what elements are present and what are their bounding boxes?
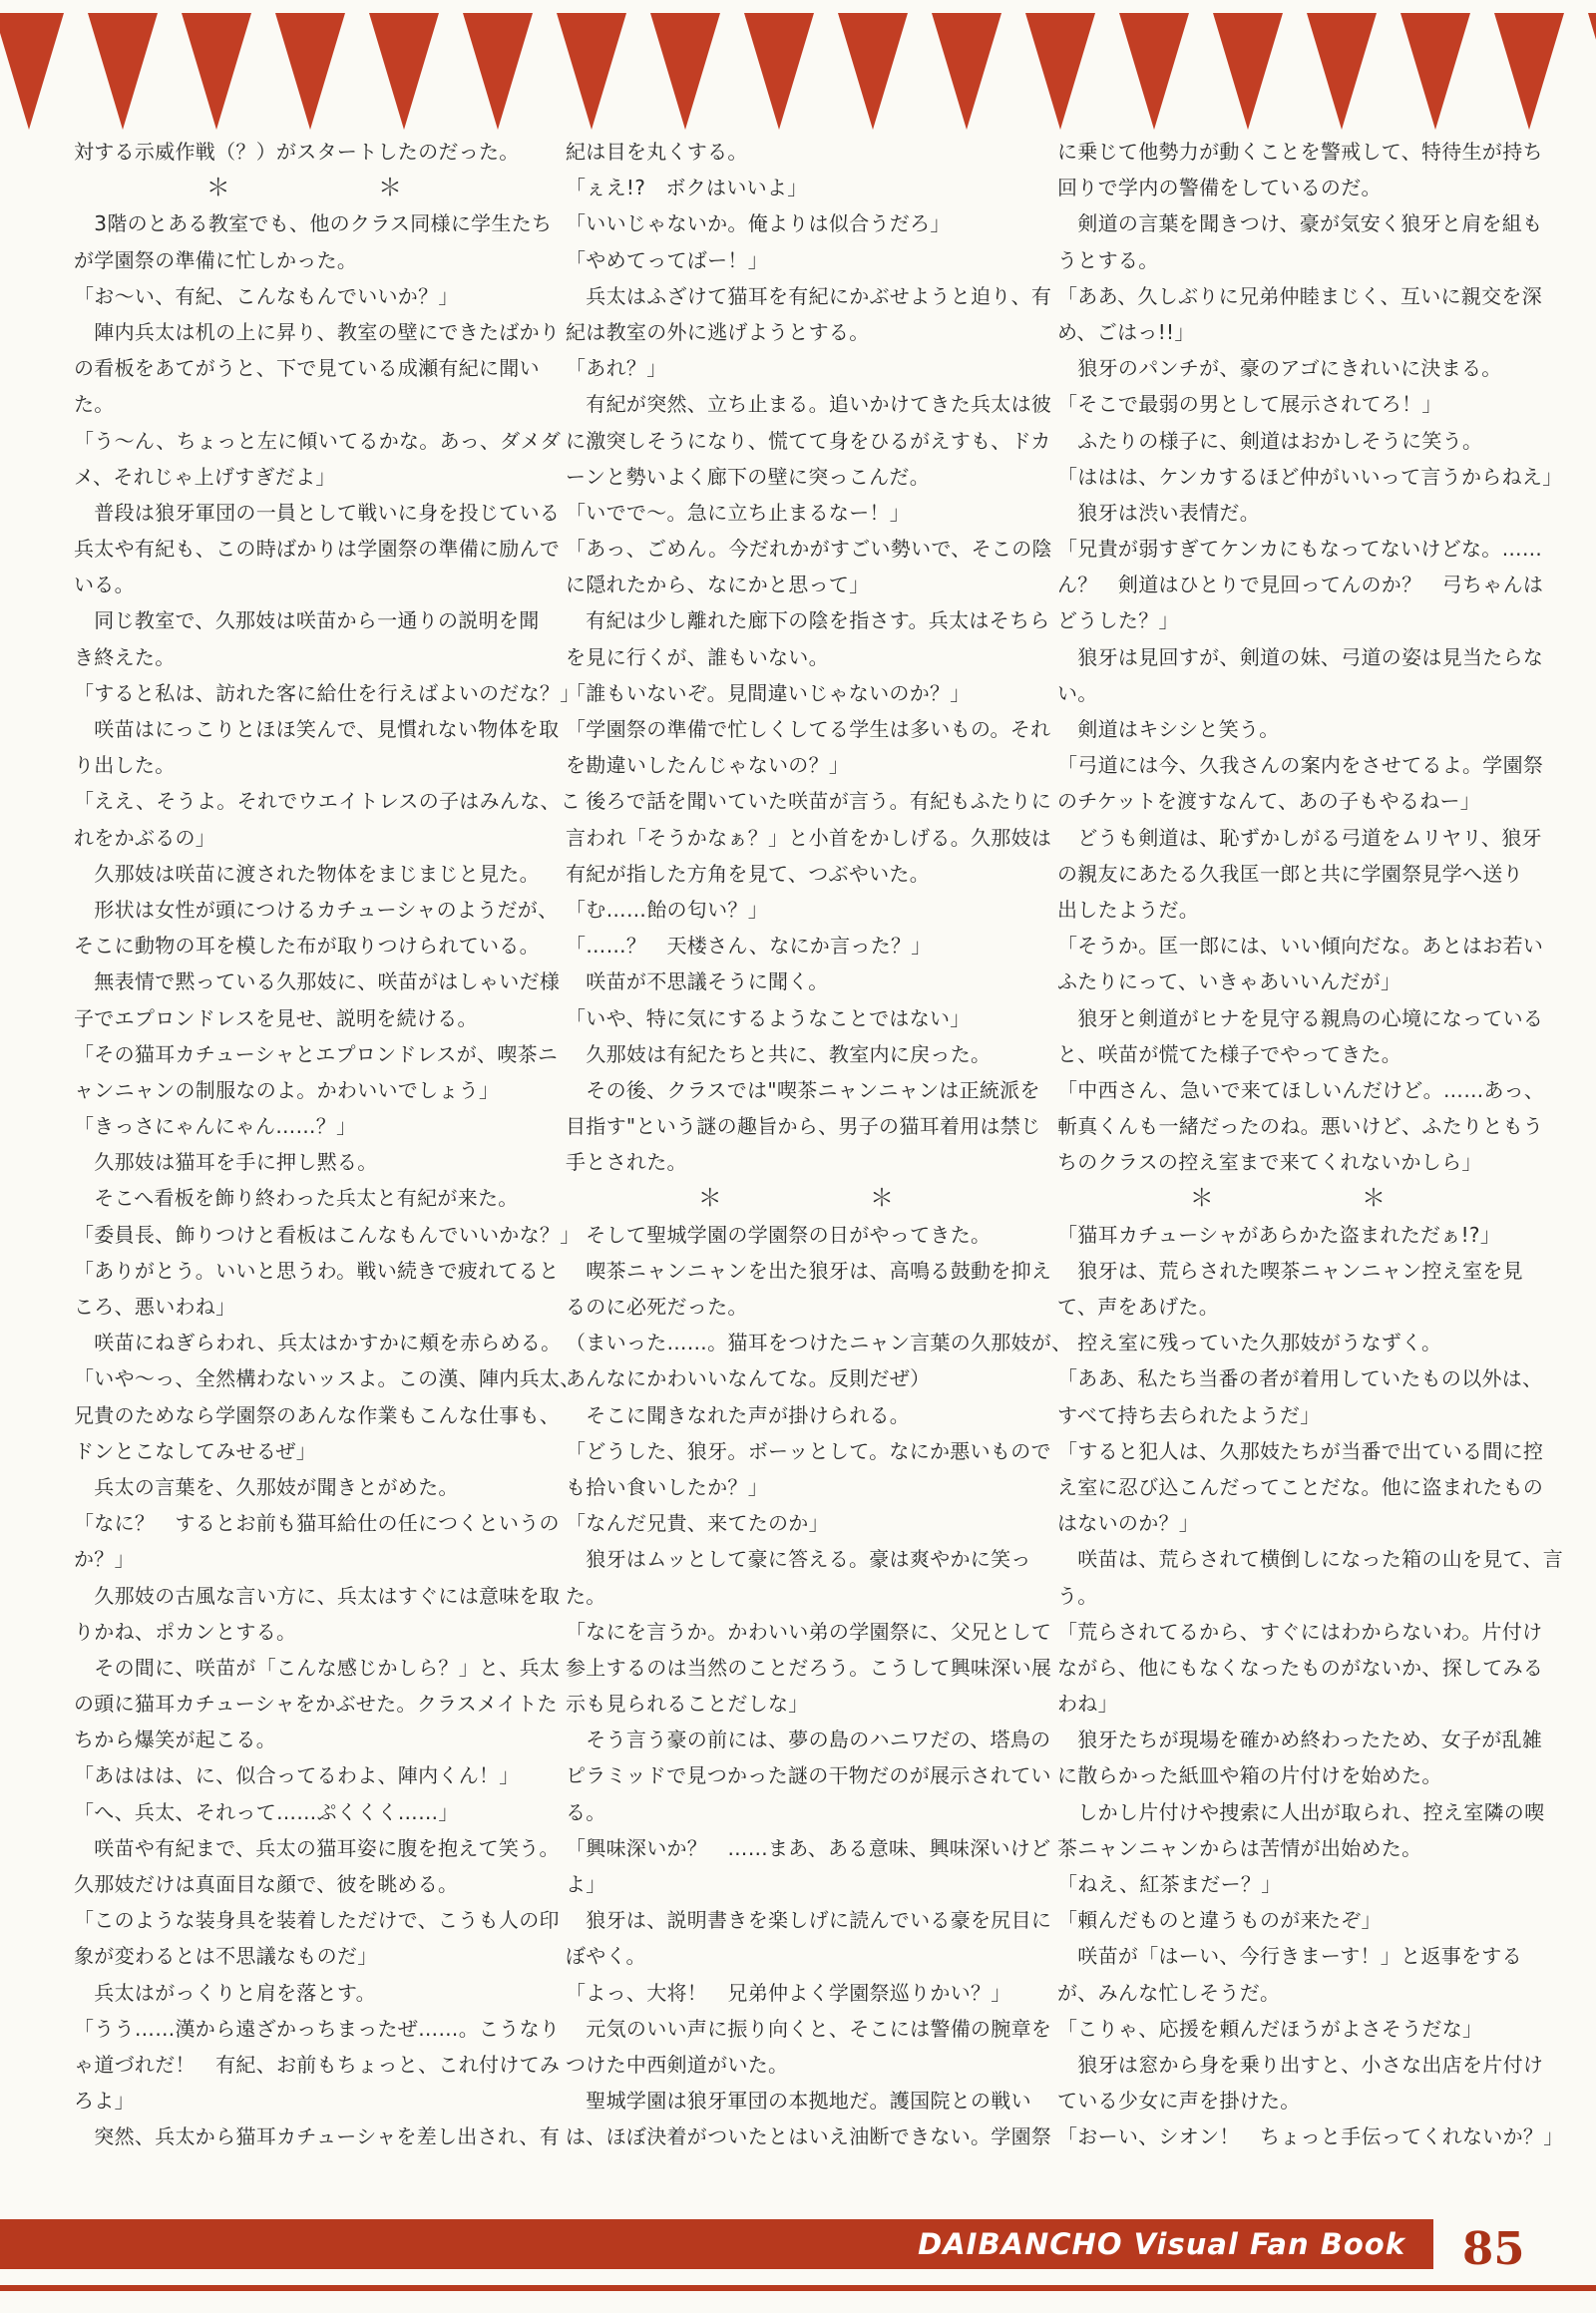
pennant-triangle-icon [650, 13, 720, 130]
text-line: が、みんな忙しそうだ。 [1057, 1980, 1281, 2005]
text-line: う。 [1057, 1583, 1098, 1608]
separator-asterisk: ＊ [870, 1184, 895, 1213]
text-line: 「いいじゃないか。俺よりは似合うだろ」 [566, 211, 951, 236]
text-line: 「このような装身具を装着しただけで、こうも人の印 [74, 1908, 560, 1933]
text-line: 「ええ、そうよ。それでウエイトレスの子はみんな、こ [74, 789, 582, 814]
text-line: と、咲苗が慌てた様子でやってきた。 [1057, 1041, 1402, 1066]
text-line: ドンとこなしてみせるぜ」 [74, 1438, 316, 1463]
text-line: 目指す"という謎の趣旨から、男子の猫耳着用は禁じ [566, 1114, 1041, 1139]
text-line: あんなにかわいいなんてな。反則だぜ） [566, 1366, 931, 1391]
text-line: め、ごはっ!!」 [1057, 319, 1195, 344]
text-line: 久那妓は猫耳を手に押し黙る。 [74, 1150, 378, 1175]
text-line: り出した。 [74, 753, 176, 778]
pennant-triangle-icon [1025, 13, 1095, 130]
pennant-triangle-icon [463, 13, 533, 130]
text-line: 狼牙と剣道がヒナを見守る親鳥の心境になっている [1057, 1005, 1544, 1030]
text-line: ろよ」 [74, 2089, 135, 2114]
text-line: 咲苗にねぎらわれ、兵太はかすかに頬を赤らめる。 [74, 1331, 562, 1355]
separator-asterisk: ＊ [205, 174, 230, 202]
text-column-3 [1057, 134, 1564, 2155]
text-line: 「中西さん、急いで来てほしいんだけど。……あっ、 [1057, 1077, 1545, 1102]
text-line: れをかぶるの」 [74, 825, 216, 850]
text-line: 咲苗はにっこりとほほ笑んで、見慣れない物体を取 [74, 717, 560, 741]
text-line: りかね、ポカンとする。 [74, 1619, 297, 1644]
text-line: 「委員長、飾りつけと看板はこんなもんでいいかな？」 [74, 1222, 581, 1247]
text-line: 久那妓の古風な言い方に、兵太はすぐには意味を取 [74, 1583, 561, 1608]
footer-brand-bar [0, 2219, 1433, 2269]
text-line: た。 [566, 1583, 606, 1608]
text-line: ちのクラスの控え室まで来てくれないかしら」 [1057, 1150, 1482, 1175]
text-line: 3階のとある教室でも、他のクラス同様に学生たち [74, 211, 553, 236]
text-line: 「ねえ、紅茶まだー？」 [1057, 1872, 1282, 1896]
text-line: すべて持ち去られたようだ」 [1057, 1402, 1321, 1427]
text-line: つけた中西剣道がいた。 [566, 2052, 789, 2077]
page-number: 85 [1462, 2222, 1525, 2275]
text-line: 「なんだ兄貴、来てたのか」 [566, 1511, 829, 1536]
text-line: 「なに？ するとお前も猫耳給仕の任につくというの [74, 1511, 560, 1536]
section-separator [74, 170, 535, 205]
novel-text [74, 134, 1564, 2155]
text-line: 狼牙は見回すが、剣道の妹、弓道の姿は見当たらな [1057, 644, 1544, 669]
text-line: は、ほぼ決着がついたとはいえ油断できない。学園祭 [566, 2124, 1052, 2149]
text-line: 「興味深いか？ ……まあ、ある意味、興味深いけど [566, 1835, 1051, 1860]
pennant-triangle-icon [1400, 13, 1470, 130]
text-line: も拾い食いしたか？」 [566, 1474, 768, 1499]
text-line: 狼牙は窓から身を乗り出すと、小さな出店を片付け [1057, 2052, 1544, 2077]
text-line: 「ああ、私たち当番の者が着用していたもの以外は、 [1057, 1366, 1543, 1391]
text-line: 久那妓は有紀たちと共に、教室内に戻った。 [566, 1041, 992, 1066]
text-line: 「学園祭の準備で忙しくしてる学生は多いもの。それ [566, 717, 1051, 741]
text-line: 「ははは、ケンカするほど仲がいいって言うからねえ」 [1057, 464, 1563, 489]
text-line: わね」 [1057, 1692, 1118, 1717]
separator-asterisk: ＊ [1189, 1184, 1214, 1213]
text-line: ふたりにって、いきゃあいいんだが」 [1057, 969, 1401, 994]
text-line: 狼牙のパンチが、豪のアゴにきれいに決まる。 [1057, 356, 1502, 381]
text-line: 斬真くんも一緒だったのね。悪いけど、ふたりともう [1057, 1114, 1544, 1139]
text-line: 「そこで最弱の男として展示されてろ！」 [1057, 392, 1442, 417]
text-line: 「頼んだものと違うものが来たぞ」 [1057, 1908, 1382, 1933]
text-line: 「む……飴の匂い？」 [566, 897, 768, 922]
text-line: 「あれ？」 [566, 356, 667, 381]
pennant-triangle-icon [1588, 13, 1596, 130]
text-line: 兵太や有紀も、この時ばかりは学園祭の準備に励んで [74, 537, 561, 562]
text-line: メ、それじゃ上げすぎだよ」 [74, 464, 336, 489]
text-line: 「うう……漢から遠ざかっちまったぜ……。こうなり [74, 2016, 561, 2041]
text-line: 「荒らされてるから、すぐにはわからないわ。片付け [1057, 1619, 1543, 1644]
text-line: 狼牙は渋い表情だ。 [1057, 500, 1260, 525]
pennant-triangle-icon [557, 13, 626, 130]
text-line: 陣内兵太は机の上に昇り、教室の壁にできたばかり [74, 319, 561, 344]
text-line: うとする。 [1057, 247, 1159, 272]
text-line: 「いや、特に気にするようなことではない」 [566, 1005, 971, 1030]
text-line: 普段は狼牙軍団の一員として戦いに身を投じている [74, 500, 561, 525]
pennant-triangle-icon [932, 13, 1001, 130]
section-separator [1057, 1180, 1518, 1216]
text-line: 「兄貴が弱すぎてケンカにもなってないけどな。…… [1057, 537, 1543, 562]
text-line: いる。 [74, 573, 135, 597]
text-line: よ」 [566, 1872, 606, 1896]
section-separator [566, 1180, 1026, 1216]
text-line: 「猫耳カチューシャがあらかた盗まれただぁ!?」 [1057, 1222, 1501, 1247]
pennant-triangle-icon [1307, 13, 1377, 130]
text-line: 「やめてってばー！」 [566, 247, 768, 272]
text-line: 「お〜い、有紀、こんなもんでいいか？」 [74, 283, 459, 308]
text-line: 控え室に残っていた久那妓がうなずく。 [1057, 1331, 1442, 1355]
text-line: 剣道の言葉を聞きつけ、豪が気安く狼牙と肩を組も [1057, 211, 1543, 236]
text-line: 有紀が突然、立ち止まる。追いかけてきた兵太は彼 [566, 392, 1052, 417]
text-line: 無表情で黙っている久那妓に、咲苗がはしゃいだ様 [74, 969, 561, 994]
pennant-triangle-icon [1213, 13, 1283, 130]
separator-asterisk: ＊ [697, 1184, 722, 1213]
text-line: 狼牙は、説明書きを楽しげに読んでいる豪を尻目に [566, 1908, 1052, 1933]
text-line: 「よっ、大将！ 兄弟仲よく学園祭巡りかい？」 [566, 1980, 1011, 2005]
text-line: 兄貴のためなら学園祭のあんな作業もこんな仕事も、 [74, 1402, 561, 1427]
text-line: 「誰もいないぞ。見間違いじゃないのか？」 [566, 680, 971, 705]
text-line: の頭に猫耳カチューシャをかぶせた。クラスメイトた [74, 1692, 558, 1717]
text-line: え室に忍び込こんだってことだな。他に盗まれたもの [1057, 1474, 1544, 1499]
text-line: 回りで学内の警備をしているのだ。 [1057, 176, 1382, 200]
text-line: 「あははは、に、似合ってるわよ、陣内くん！」 [74, 1763, 520, 1788]
text-line: 「すると犯人は、久那妓たちが当番で出ている間に控 [1057, 1438, 1544, 1463]
text-line: 象が変わるとは不思議なものだ」 [74, 1944, 378, 1969]
text-line: 久那妓だけは真面目な顔で、彼を眺める。 [74, 1872, 459, 1896]
text-line: を勘違いしたんじゃないの？」 [566, 753, 850, 778]
text-line: 「あっ、ごめん。今だれかがすごい勢いで、そこの陰 [566, 537, 1052, 562]
text-line: 「弓道には今、久我さんの案内をさせてるよ。学園祭 [1057, 753, 1544, 778]
text-line: ゃ道づれだ！ 有紀、お前もちょっと、これ付けてみ [74, 2052, 561, 2077]
pennant-triangle-icon [1494, 13, 1564, 130]
text-line: 「へ、兵太、それって……ぷくくく……」 [74, 1799, 459, 1824]
text-line: そして聖城学園の学園祭の日がやってきた。 [566, 1222, 992, 1247]
pennant-triangle-icon [1119, 13, 1189, 130]
text-line: 狼牙は、荒らされた喫茶ニャンニャン控え室を見 [1057, 1258, 1523, 1283]
text-line: に乗じて他勢力が動くことを警戒して、特待生が持ち [1057, 140, 1543, 164]
text-line: ふたりの様子に、剣道はおかしそうに笑う。 [1057, 428, 1483, 453]
text-line: ながら、他にもなくなったものがないか、探してみる [1057, 1655, 1544, 1680]
text-line: 手とされた。 [566, 1150, 687, 1175]
text-line: 咲苗や有紀まで、兵太の猫耳姿に腹を抱えて笑う。 [74, 1835, 560, 1860]
text-line: ん？ 剣道はひとりで見回ってんのか？ 弓ちゃんは [1057, 573, 1544, 597]
text-line: き終えた。 [74, 644, 176, 669]
text-line: そこに聞きなれた声が掛けられる。 [566, 1402, 911, 1427]
pennant-triangle-icon [838, 13, 908, 130]
pennant-triangle-icon [369, 13, 439, 130]
text-line: の親友にあたる久我匡一郎と共に学園祭見学へ送り [1057, 861, 1523, 886]
text-line: 紀は目を丸くする。 [566, 140, 748, 164]
text-line: 狼牙はムッとして豪に答える。豪は爽やかに笑っ [566, 1547, 1031, 1572]
text-line: その後、クラスでは"喫茶ニャンニャンは正統派を [566, 1077, 1040, 1102]
text-line: 示も見られることだしな」 [566, 1692, 809, 1717]
footer-rule [0, 2285, 1596, 2291]
text-line: の看板をあてがうと、下で見ている成瀬有紀に聞い [74, 356, 540, 381]
text-line: ャンニャンの制服なのよ。かわいいでしょう」 [74, 1077, 500, 1102]
text-line: 咲苗は、荒らされて横倒しになった箱の山を見て、言 [1057, 1547, 1564, 1572]
text-line: 「どうした、狼牙。ボーッとして。なにか悪いもので [566, 1438, 1051, 1463]
text-column-2 [566, 134, 1072, 2155]
pennant-triangle-icon [744, 13, 814, 130]
text-line: 突然、兵太から猫耳カチューシャを差し出され、有 [74, 2124, 560, 2149]
text-line: 「すると私は、訪れた客に給仕を行えばよいのだな？」 [74, 680, 581, 705]
text-line: そこへ看板を飾り終わった兵太と有紀が来た。 [74, 1186, 519, 1211]
pennant-triangle-icon [0, 13, 64, 130]
text-line: 紀は教室の外に逃げようとする。 [566, 319, 870, 344]
text-line: 言われ「そうかなぁ？」と小首をかしげる。久那妓は [566, 825, 1052, 850]
text-line: て、声をあげた。 [1057, 1295, 1219, 1319]
text-line: そう言う豪の前には、夢の島のハニワだの、塔鳥の [566, 1728, 1051, 1752]
text-line: そこに動物の耳を模した布が取りつけられている。 [74, 934, 540, 959]
text-column-1 [74, 134, 582, 2155]
pennant-triangle-icon [275, 13, 345, 130]
text-line: どうも剣道は、恥ずかしがる弓道をムリヤリ、狼牙 [1057, 825, 1542, 850]
text-line: 「う〜ん、ちょっと左に傾いてるかな。あっ、ダメダ [74, 428, 562, 453]
text-line: 「ああ、久しぶりに兄弟仲睦まじく、互いに親交を深 [1057, 283, 1542, 308]
pennant-triangle-icon [182, 13, 251, 130]
text-line: （まいった……。猫耳をつけたニャン言葉の久那妓が、 [566, 1331, 1072, 1355]
text-line: はないのか？」 [1057, 1511, 1200, 1536]
text-line: しかし片付けや捜索に人出が取られ、控え室隣の喫 [1057, 1799, 1545, 1824]
text-line: るのに必死だった。 [566, 1295, 748, 1319]
text-line: が学園祭の準備に忙しかった。 [74, 247, 358, 272]
text-line: 出したようだ。 [1057, 897, 1200, 922]
separator-asterisk: ＊ [378, 174, 403, 202]
text-line: 同じ教室で、久那妓は咲苗から一通りの説明を聞 [74, 608, 540, 633]
text-line: 聖城学園は狼牙軍団の本拠地だ。護国院との戦い [566, 2089, 1031, 2114]
text-line: 茶ニャンニャンからは苦情が出始めた。 [1057, 1835, 1422, 1860]
text-line: た。 [74, 392, 115, 417]
text-line: 「……？ 天楼さん、なにか言った？」 [566, 934, 932, 959]
text-line: に激突しそうになり、慌てて身をひるがえすも、ドカ [566, 428, 1051, 453]
text-line: 参上するのは当然のことだろう。こうして興味深い展 [566, 1655, 1052, 1680]
text-line: 「おーい、シオン！ ちょっと手伝ってくれないか？」 [1057, 2124, 1564, 2149]
separator-asterisk: ＊ [1362, 1184, 1387, 1213]
text-line: 対する示威作戦（？）がスタートしたのだった。 [74, 140, 520, 164]
text-line: どうした？」 [1057, 608, 1179, 633]
text-line: 有紀は少し離れた廊下の陰を指さす。兵太はそちら [566, 608, 1050, 633]
text-line: ている少女に声を掛けた。 [1057, 2089, 1301, 2114]
text-line: ーンと勢いよく廊下の壁に突っこんだ。 [566, 464, 930, 489]
text-line: 「いや〜っ、全然構わないッスよ。この漢、陣内兵太、 [74, 1366, 581, 1391]
text-line: のチケットを渡すなんて、あの子もやるねー」 [1057, 789, 1481, 814]
text-line: 喫茶ニャンニャンを出た狼牙は、高鳴る鼓動を抑え [566, 1258, 1052, 1283]
footer-brand-text: DAIBANCHO Visual Fan Book [918, 2227, 1405, 2261]
text-line: に散らかった紙皿や箱の片付けを始めた。 [1057, 1763, 1442, 1788]
text-line: 兵太の言葉を、久那妓が聞きとがめた。 [74, 1474, 459, 1499]
text-line: 咲苗が不思議そうに聞く。 [566, 969, 829, 994]
text-line: 「なにを言うか。かわいい弟の学園祭に、父兄として [566, 1619, 1052, 1644]
text-line: 兵太はがっくりと肩を落とす。 [74, 1980, 376, 2005]
pennant-triangle-icon [88, 13, 158, 130]
text-line: 兵太はふざけて猫耳を有紀にかぶせようと迫り、有 [566, 283, 1052, 308]
text-line: ころ、悪いわね」 [74, 1295, 236, 1319]
text-line: 「その猫耳カチューシャとエプロンドレスが、喫茶ニ [74, 1041, 559, 1066]
text-line: 「ありがとう。いいと思うわ。戦い続きで疲れてると [74, 1258, 560, 1283]
text-line: 狼牙たちが現場を確かめ終わったため、女子が乱雑 [1057, 1728, 1543, 1752]
text-line: る。 [566, 1799, 606, 1824]
text-line: 「いでで〜。急に立ち止まるなー！」 [566, 500, 911, 525]
text-line: その間に、咲苗が「こんな感じかしら？」と、兵太 [74, 1655, 561, 1680]
text-line: 「そうか。匡一郎には、いい傾向だな。あとはお若い [1057, 934, 1544, 959]
text-line: に隠れたから、なにかと思って」 [566, 573, 870, 597]
text-line: 形状は女性が頭につけるカチューシャのようだが、 [74, 897, 559, 922]
text-line: か？」 [74, 1547, 135, 1572]
text-line: 「こりゃ、応援を頼んだほうがよさそうだな」 [1057, 2016, 1483, 2041]
text-line: ぼやく。 [566, 1944, 646, 1969]
text-line: 後ろで話を聞いていた咲苗が言う。有紀もふたりに [566, 789, 1051, 814]
text-line: い。 [1057, 680, 1098, 705]
text-line: 元気のいい声に振り向くと、そこには警備の腕章を [566, 2016, 1052, 2041]
text-line: を見に行くが、誰もいない。 [566, 644, 829, 669]
text-line: 咲苗が「はーい、今行きまーす！」と返事をする [1057, 1944, 1522, 1969]
pennant-banner [0, 13, 1596, 133]
text-line: 剣道はキシシと笑う。 [1057, 717, 1280, 741]
text-line: 有紀が指した方角を見て、つぶやいた。 [566, 861, 930, 886]
text-line: 子でエプロンドレスを見せ、説明を続ける。 [74, 1005, 478, 1030]
text-line: ピラミッドで見つかった謎の干物だのが展示されてい [566, 1763, 1051, 1788]
text-line: 「きっさにゃんにゃん……？」 [74, 1114, 357, 1139]
text-line: 「ぇえ!? ボクはいいよ」 [566, 176, 808, 200]
text-line: ちから爆笑が起こる。 [74, 1728, 276, 1752]
text-line: 久那妓は咲苗に渡された物体をまじまじと見た。 [74, 861, 540, 886]
